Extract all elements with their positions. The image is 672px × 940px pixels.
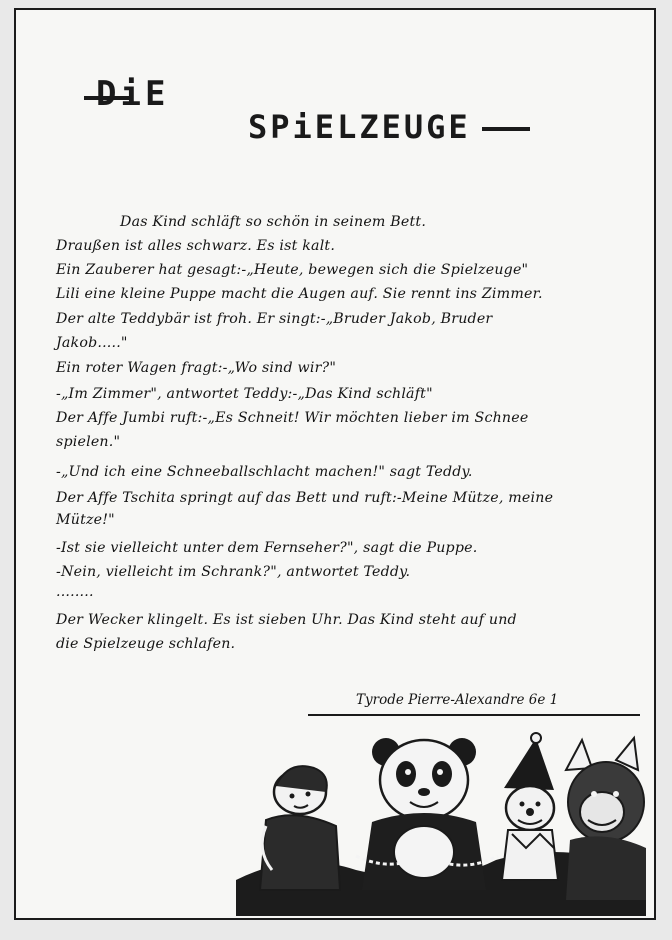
story-line: Der Affe Jumbi ruft:-„Es Schneit! Wir möchten lieber im Schnee — [56, 410, 529, 426]
story-line: ........ — [56, 584, 94, 600]
story-line: Draußen ist alles schwarz. Es ist kalt. — [56, 238, 336, 254]
story-line: -Nein, vielleicht im Schrank?", antwortet Teddy. — [56, 564, 411, 580]
story-line: Der Wecker klingelt. Es ist sieben Uhr. Das Kind steht auf und — [56, 612, 517, 628]
title-line-1: DiE — [96, 74, 170, 114]
story-line: -„Im Zimmer", antwortet Teddy:-„Das Kind schläft" — [56, 386, 433, 402]
story-line: Der Affe Tschita springt auf das Bett und ruft:-Meine Mütze, meine — [56, 490, 554, 506]
story-line: Ein roter Wagen fragt:-„Wo sind wir?" — [56, 360, 337, 376]
title-line-2: SPiELZEUGE — [248, 108, 471, 146]
story-line: die Spielzeuge schlafen. — [56, 636, 236, 652]
story-line: Das Kind schläft so schön in seinem Bett. — [120, 214, 427, 230]
clown-figure — [502, 733, 558, 880]
page-sheet — [14, 8, 656, 920]
story-line: Jakob....." — [56, 335, 128, 351]
story-line: -„Und ich eine Schneeballschlacht machen!" sagt Teddy. — [56, 464, 473, 480]
toys-illustration — [236, 730, 646, 916]
story-line: Ein Zauberer hat gesagt:-„Heute, bewegen sich die Spielzeuge" — [56, 262, 529, 278]
panda-teddy-figure — [356, 738, 498, 890]
story-line: spielen." — [56, 434, 121, 450]
doll-figure — [260, 766, 340, 890]
signature-underline — [308, 714, 640, 716]
monkey-figure — [566, 738, 646, 900]
title-dash-right — [482, 127, 530, 131]
story-line: Der alte Teddybär ist froh. Er singt:-„Bruder Jakob, Bruder — [56, 311, 493, 327]
author-signature: Tyrode Pierre-Alexandre 6e 1 — [356, 692, 559, 708]
story-line: Lili eine kleine Puppe macht die Augen auf. Sie rennt ins Zimmer. — [56, 286, 543, 302]
story-line: Mütze!" — [56, 512, 115, 528]
story-line: -Ist sie vielleicht unter dem Fernseher?", sagt die Puppe. — [56, 540, 478, 556]
